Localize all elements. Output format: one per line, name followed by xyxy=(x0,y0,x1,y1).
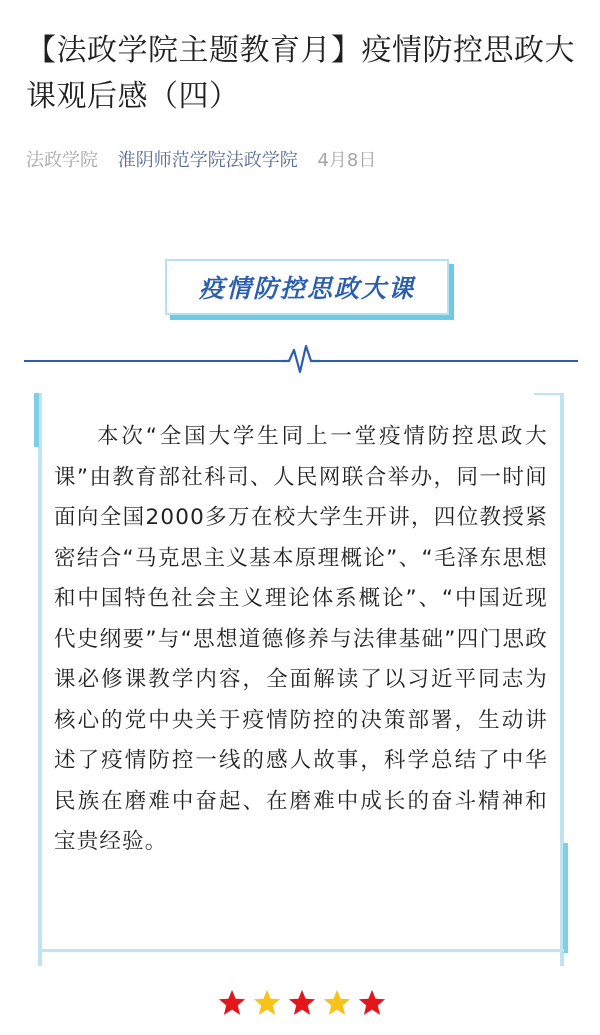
frame-top-corner xyxy=(534,393,564,395)
content-frame xyxy=(38,393,564,966)
account-name-link[interactable]: 淮阴师范学院法政学院 xyxy=(117,150,298,171)
article-author: 法政学院 xyxy=(26,150,98,171)
publish-date: 4月8日 xyxy=(317,150,377,171)
star-icon xyxy=(322,988,352,1018)
article-meta xyxy=(26,146,390,172)
star-icon xyxy=(252,988,282,1018)
section-badge xyxy=(165,259,449,315)
frame-right-accent xyxy=(563,843,568,953)
heartbeat-icon xyxy=(282,346,320,372)
star-icon xyxy=(217,988,247,1018)
article-title: 【法政学院主题教育月】疫情防控思政大课观后感（四） xyxy=(26,33,575,114)
body-paragraph: 本次“全国大学生同上一堂疫情防控思政大课”由教育部社科司、人民网联合举办，同一时间面向全国2000多万在校大学生开讲，四位教授紧密结合“马克思主义基本原理概论”、“毛泽东思想和中国特色社会主义理论体系概论”、“中国近现代史纲要”与“思想道德修养与法律基础”四门思政课必修课教学内容，全面解读了以习近平同志为核心的党中央关于疫情防控的决策部署，生动讲述了疫情防控一线的感人故事，科学总结了中华民族在磨难中奋起、在磨难中成长的奋斗精神和宝贵经验。 xyxy=(54,424,548,854)
frame-left-accent xyxy=(34,393,39,447)
star-row xyxy=(217,988,387,1020)
star-icon xyxy=(357,988,387,1018)
frame-bottom-border xyxy=(38,949,564,952)
frame-left-border xyxy=(38,393,42,966)
star-icon xyxy=(287,988,317,1018)
heartbeat-divider xyxy=(24,340,578,380)
section-badge-text: 疫情防控思政大课 xyxy=(198,274,415,303)
